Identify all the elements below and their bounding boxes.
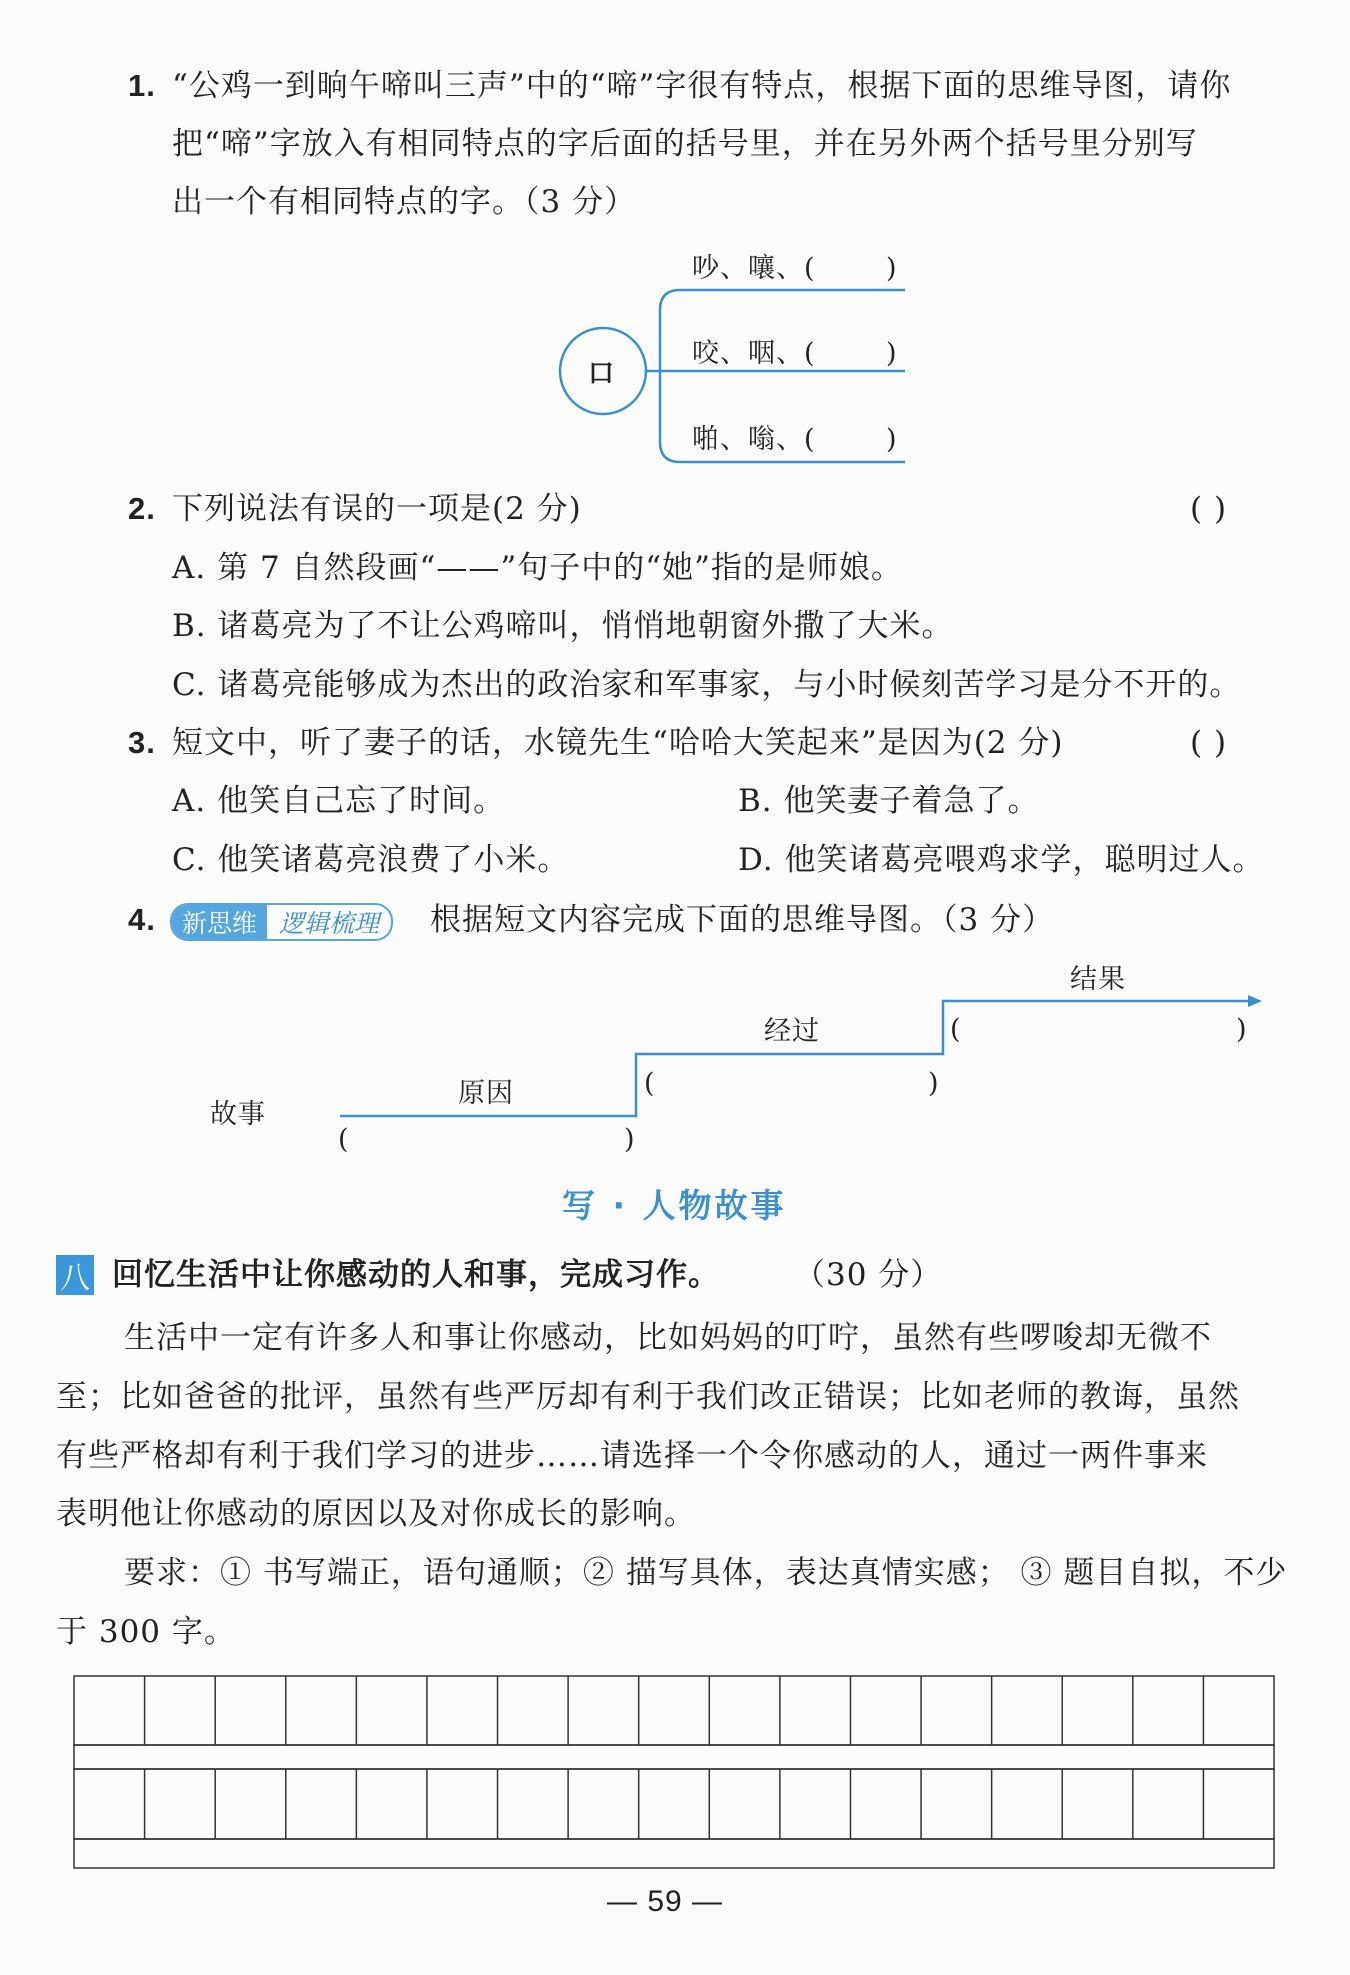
q2-option-a: A. 第 7 自然段画“——”句子中的“她”指的是师娘。 [172,550,903,586]
page-number: — 59 — [607,1885,724,1918]
q4-tag [170,903,393,941]
q8-para-line3: 有些严格却有利于我们学习的进步……请选择一个令你感动的人，通过一两件事来 [56,1438,1208,1474]
q2-question: 下列说法有误的一项是(2 分) [172,491,582,527]
q8-title: 回忆生活中让你感动的人和事，完成习作。 [112,1257,720,1293]
q3-option-a: A. 他笑自己忘了时间。 [172,783,506,819]
q1-center-label: 口 [588,359,616,389]
q1-branch-3: 啪、嗡、( [692,424,816,455]
q4-tag-logic: 逻辑梳理 [279,909,380,938]
q2-number: 2. [128,491,156,526]
q4-cause-close: ) [624,1124,636,1155]
q4-step-cause: 原因 [458,1078,514,1109]
q1-branch-2: 咬、咽、( [692,338,816,369]
q3-option-b: B. 他笑妻子着急了。 [738,783,1040,819]
q8-requirements-line1: 要求：① 书写端正，语句通顺；② 描写具体，表达真情实感； ③ 题目自拟，不少 [124,1555,1288,1591]
q4-process-open: ( [644,1068,656,1099]
q2-answer-paren: ( ) [1190,491,1228,527]
q4-tag-new-thinking: 新思维 [172,905,267,939]
q4-result-close: ) [1236,1014,1248,1045]
q1-branch-1: 吵、嚷、( [692,253,816,284]
q4-number: 4. [128,902,156,937]
q1-branch-2-close: ) [886,338,898,369]
q4-story-label: 故事 [210,1099,266,1130]
q3-option-c: C. 他笑诸葛亮浪费了小米。 [172,842,570,878]
q3-option-d: D. 他笑诸葛亮喂鸡求学，聪明过人。 [738,842,1265,878]
q8-para-line1: 生活中一定有许多人和事让你感动，比如妈妈的叮咛，虽然有些啰唆却无微不 [124,1320,1212,1356]
q8-score: （30 分） [794,1257,943,1293]
q8-para-line2: 至；比如爸爸的批评，虽然有些严厉却有利于我们改正错误；比如老师的教诲，虽然 [56,1379,1240,1415]
q1-number: 1. [128,68,156,103]
q2-option-c: C. 诸葛亮能够成为杰出的政治家和军事家，与小时候刻苦学习是分不开的。 [172,667,1242,703]
q1-text-line3: 出一个有相同特点的字。（3 分） [172,184,637,220]
q2-option-b: B. 诸葛亮为了不让公鸡啼叫，悄悄地朝窗外撒了大米。 [172,608,954,644]
q1-text-line1: “公鸡一到晌午啼叫三声”中的“啼”字很有特点，根据下面的思维导图，请你 [172,68,1232,104]
q8-para-line4: 表明他让你感动的原因以及对你成长的影响。 [56,1496,696,1532]
q1-branch-1-close: ) [886,253,898,284]
q4-step-result: 结果 [1070,964,1126,995]
q3-question: 短文中，听了妻子的话，水镜先生“哈哈大笑起来”是因为(2 分) [172,725,1064,761]
q1-branch-3-close: ) [886,424,898,455]
q4-step-process: 经过 [764,1016,820,1047]
q4-arrow-head [1248,995,1262,1007]
q8-requirements-line2: 于 300 字。 [56,1614,236,1650]
q3-number: 3. [128,725,156,760]
section-title: 写 · 人物故事 [562,1186,787,1225]
q1-text-line2: 把“啼”字放入有相同特点的字后面的括号里，并在另外两个括号里分别写 [172,126,1198,162]
writing-grid [74,1676,1274,1868]
q4-process-close: ) [928,1068,940,1099]
q3-answer-paren: ( ) [1190,725,1228,761]
q4-result-open: ( [950,1014,962,1045]
q8-number-box: 八 [56,1255,94,1295]
q4-question: 根据短文内容完成下面的思维导图。（3 分） [430,902,1055,938]
q4-cause-open: ( [338,1124,350,1155]
